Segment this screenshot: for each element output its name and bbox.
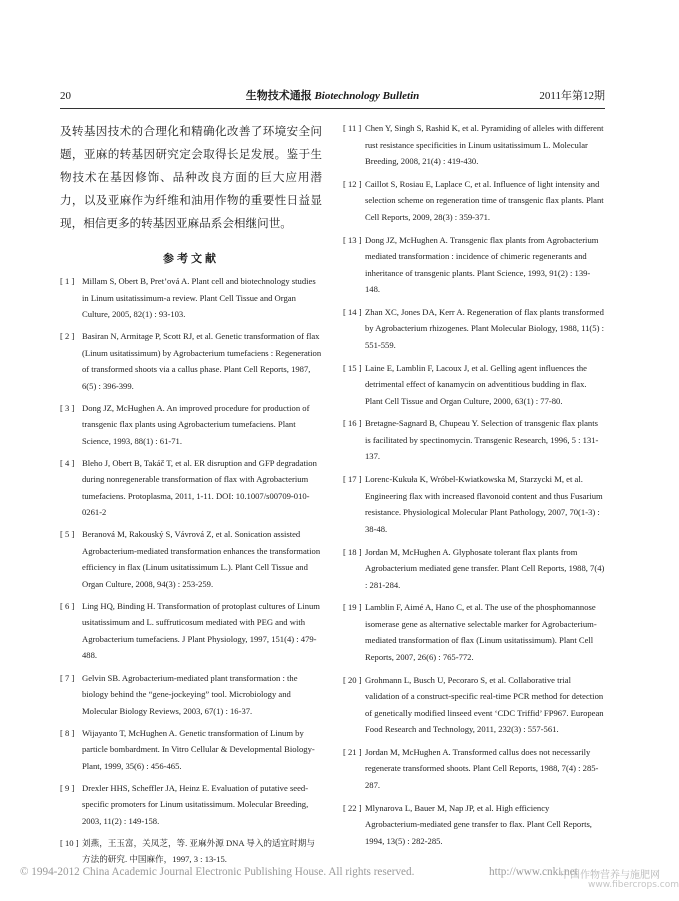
reference-item bbox=[60, 328, 322, 394]
reference-item bbox=[60, 455, 322, 521]
reference-text: Caillot S, Rosiau E, Laplace C, et al. Influence of light intensity and selection scheme on regeneration time of transgenic flax plants. Plant Cell Reports, 2009, 28(3) : 359-371. bbox=[365, 178, 604, 222]
reference-number: [ 13 ] bbox=[343, 234, 362, 245]
reference-text: Zhan XC, Jones DA, Kerr A. Regeneration of flax plants transformed by Agrobacterium rhizogenes. Plant Molecular Biology, 1988, 11(5) : 551-559. bbox=[365, 306, 604, 350]
page-footer bbox=[20, 866, 679, 890]
reference-item bbox=[60, 835, 322, 868]
reference-text: Millam S, Obert B, Pret’ová A. Plant cell and biotechnology studies in Linum usitatissimum-a review. Plant Cell Tissue and Organ Culture, 2005, 82(1) : 93-103. bbox=[82, 276, 316, 319]
page-number: 20 bbox=[60, 90, 71, 102]
reference-number: [ 12 ] bbox=[343, 178, 362, 189]
reference-number: [ 4 ] bbox=[60, 457, 75, 468]
reference-text: Dong JZ, McHughen A. Transgenic flax plants from Agrobacterium mediated transformation : incidence of chimeric regenerants and inheritance of transgenic plants. Plant Science, 1993, 91(2) : 139-148. bbox=[365, 234, 599, 295]
reference-number: [ 14 ] bbox=[343, 306, 362, 317]
reference-text: Bretagne-Sagnard B, Chupeau Y. Selection of transgenic flax plants is facilitated by spectinomycin. Transgenic Research, 1996, 5 : 131-137. bbox=[365, 418, 599, 462]
reference-item bbox=[343, 176, 605, 226]
reference-number: [ 7 ] bbox=[60, 672, 75, 683]
reference-number: [ 15 ] bbox=[343, 362, 362, 373]
reference-text: Lorenc-Kukuła K, Wróbel-Kwiatkowska M, Starzycki M, et al. Engineering flax with increased flavonoid content and thus Fusarium resistance. Physiological Molecular Plant Pathology, 2007, 70(1-3) : 38-48. bbox=[365, 474, 603, 534]
reference-text: Mlynarova L, Bauer M, Nap JP, et al. High efficiency Agrobacterium-mediated gene transfer to flax. Plant Cell Reports, 1994, 13(5) : 282-285. bbox=[365, 802, 592, 846]
reference-item bbox=[343, 120, 605, 170]
reference-text: 刘燕，王玉富，关凤芝，等. 亚麻外源 DNA 导入的适宜时期与方法的研究. 中国麻作，1997, 3 : 13-15. bbox=[82, 837, 315, 865]
reference-item bbox=[60, 780, 322, 830]
issue-label: 2011年第12期 bbox=[539, 90, 605, 102]
reference-item bbox=[343, 415, 605, 465]
reference-number: [ 18 ] bbox=[343, 546, 362, 557]
journal-title-en: Biotechnology Bulletin bbox=[314, 90, 420, 102]
reference-number: [ 5 ] bbox=[60, 529, 75, 540]
reference-number: [ 19 ] bbox=[343, 602, 362, 613]
references-heading: 参考文献 bbox=[163, 252, 219, 265]
references-list-left bbox=[60, 273, 322, 868]
reference-text: Gelvin SB. Agrobacterium-mediated plant transformation : the biology behind the “gene-jockeying” tool. Microbiology and Molecular Biology Reviews, 2003, 67(1) : 16-37. bbox=[82, 672, 298, 716]
reference-item bbox=[343, 232, 605, 298]
reference-text: Chen Y, Singh S, Rashid K, et al. Pyramiding of alleles with different rust resistance specificities in Linum usitatissimum L. Molecular Breeding, 2008, 21(4) : 419-430. bbox=[365, 123, 604, 166]
reference-item bbox=[60, 598, 322, 664]
reference-text: Beranová M, Rakouský S, Vávrová Z, et al. Sonication assisted Agrobacterium-mediated transformation enhances the transformation efficiency in flax (Linum usitatissimum L.). Plant Cell Tissue and Organ Culture, 2008, 94(3) : 253-259. bbox=[82, 529, 321, 589]
reference-item bbox=[343, 744, 605, 794]
reference-item bbox=[343, 304, 605, 354]
reference-item bbox=[60, 526, 322, 592]
footer-url: http://www.cnki.net bbox=[489, 866, 578, 878]
watermark-text: 中国作物营养与施肥网 bbox=[560, 870, 660, 881]
right-column bbox=[343, 120, 605, 856]
reference-text: Laine E, Lamblin F, Lacoux J, et al. Gelling agent influences the detrimental effect of kanamycin on adventitious budding in flax. Plant Cell Tissue and Organ Culture, 2000, 63(1) : 77-80. bbox=[365, 362, 587, 406]
reference-item bbox=[60, 400, 322, 450]
reference-number: [ 17 ] bbox=[343, 474, 362, 485]
reference-text: Bleho J, Obert B, Takáč T, et al. ER disruption and GFP degradation during nonregenerable transformation of flax with Agrobacterium tumefaciens. Protoplasma, 2011, 1-11. DOI: 10.1007/s00709-010-0261-2 bbox=[82, 457, 317, 518]
journal-title-cn: 生物技术通报 bbox=[245, 90, 312, 102]
reference-text: Drexler HHS, Scheffler JA, Heinz E. Evaluation of putative seed-specific promoters for Linum usitatissimum. Molecular Breeding, 2003, 11(2) : 149-158. bbox=[82, 782, 309, 826]
reference-item bbox=[343, 544, 605, 594]
reference-item bbox=[343, 800, 605, 850]
journal-title bbox=[60, 88, 605, 104]
reference-number: [ 2 ] bbox=[60, 331, 75, 342]
reference-item bbox=[343, 599, 605, 665]
reference-number: [ 21 ] bbox=[343, 746, 362, 757]
body-paragraph: 及转基因技术的合理化和精确化改善了环境安全问题，亚麻的转基因研究定会取得长足发展。鉴于生物技术在基因修饰、品种改良方面的巨大应用潜力，以及亚麻作为纤维和油用作物的重要性日益显现，相信更多的转基因亚麻品系会相继问世。 bbox=[60, 124, 322, 230]
header-rule bbox=[60, 108, 605, 109]
page-header bbox=[60, 88, 605, 104]
reference-text: Dong JZ, McHughen A. An improved procedure for production of transgenic flax plants using Agrobacterium tumefaciens. Plant Science, 1993, 88(1) : 61-71. bbox=[82, 402, 310, 446]
reference-number: [ 6 ] bbox=[60, 600, 75, 611]
reference-number: [ 11 ] bbox=[343, 123, 362, 133]
reference-number: [ 16 ] bbox=[343, 418, 362, 429]
reference-number: [ 8 ] bbox=[60, 727, 75, 738]
reference-text: Wijayanto T, McHughen A. Genetic transformation of Linum by particle bombardment. In Vitro Cellular & Developmental Biology-Plant, 1999, 35(6) : 456-465. bbox=[82, 727, 315, 771]
reference-number: [ 1 ] bbox=[60, 276, 75, 286]
reference-item bbox=[60, 273, 322, 323]
reference-text: Grohmann L, Busch U, Pecoraro S, et al. Collaborative trial validation of a construct-specific real-time PCR method for detection of genetically modified linseed event ‘CDC Triffid’ FP967. European Food Research and Technology, 2011, 232(3) : 557-561. bbox=[365, 674, 604, 735]
reference-number: [ 22 ] bbox=[343, 802, 362, 813]
references-list-right bbox=[343, 120, 605, 849]
reference-item bbox=[343, 471, 605, 537]
reference-text: Ling HQ, Binding H. Transformation of protoplast cultures of Linum usitatissimum and L. suffruticosum mediated with PEG and with Agrobacterium tumefaciens. J Plant Physiology, 1997, 151(4) : 479-488. bbox=[82, 600, 320, 661]
reference-number: [ 3 ] bbox=[60, 402, 75, 413]
reference-item bbox=[343, 360, 605, 410]
reference-item bbox=[60, 670, 322, 720]
reference-item bbox=[343, 672, 605, 738]
watermark-url: www.fibercrops.com bbox=[588, 880, 679, 890]
reference-text: Lamblin F, Aimé A, Hano C, et al. The use of the phosphomannose isomerase gene as alternative selectable marker for Agrobacterium-mediated transformation of flax (Linum usitatissimum). Plant Cell Reports, 2007, 26(6) : 765-772. bbox=[365, 602, 597, 662]
reference-text: Jordan M, McHughen A. Glyphosate tolerant flax plants from Agrobacterium mediated gene transfer. Plant Cell Reports, 1988, 7(4) : 281-284. bbox=[365, 546, 605, 590]
reference-item bbox=[60, 725, 322, 775]
reference-text: Basiran N, Armitage P, Scott RJ, et al. Genetic transformation of flax (Linum usitatissimum) by Agrobacterium tumefaciens : Regeneration of transformed shoots via a callus phase. Plant Cell Reports, 1987, 6(5) : 396-399. bbox=[82, 331, 322, 391]
reference-number: [ 9 ] bbox=[60, 782, 75, 793]
copyright-notice: © 1994-2012 China Academic Journal Electronic Publishing House. All rights reserved. bbox=[20, 866, 415, 878]
reference-text: Jordan M, McHughen A. Transformed callus does not necessarily regenerate transformed shoots. Plant Cell Reports, 1988, 7(4) : 285-287. bbox=[365, 746, 599, 790]
reference-number: [ 10 ] bbox=[60, 837, 79, 848]
reference-number: [ 20 ] bbox=[343, 674, 362, 685]
left-column bbox=[60, 120, 322, 873]
